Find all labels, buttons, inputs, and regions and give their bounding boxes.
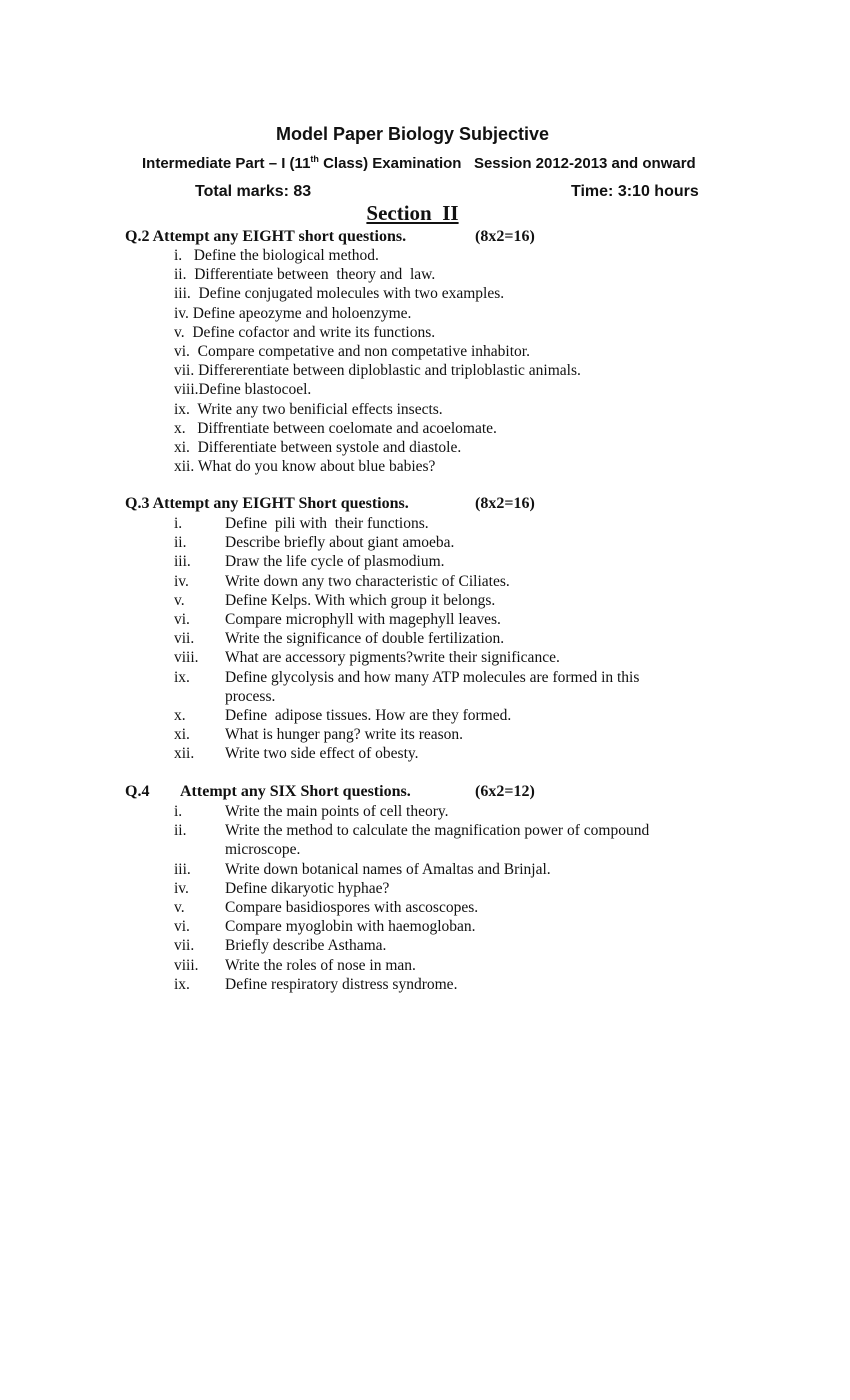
q3-item-text: What are accessory pigments?write their significance. xyxy=(225,649,560,667)
q2-heading: Q.2 Attempt any EIGHT short questions. xyxy=(125,228,407,245)
q3-item xyxy=(174,572,685,591)
q4-item xyxy=(174,956,685,975)
q3-item xyxy=(174,668,685,706)
q2-marks: (8x2=16) xyxy=(475,228,535,245)
q3-item-number: i. xyxy=(174,515,183,532)
q4-item-text: Define respiratory distress syndrome. xyxy=(225,975,458,993)
q4-item-number: viii. xyxy=(174,956,199,974)
q3-item xyxy=(174,629,685,648)
q4-item xyxy=(174,975,685,994)
q4-item xyxy=(174,936,685,955)
q4-item-text: Write down botanical names of Amaltas and Brinjal. xyxy=(225,860,551,878)
q3-item-text: Write two side effect of obesty. xyxy=(225,745,419,763)
q4-item xyxy=(174,821,685,859)
q3-item-number: iv. xyxy=(174,572,189,590)
section-title: Section II xyxy=(366,201,459,225)
q3-item-number: vii. xyxy=(174,630,195,648)
q4-item xyxy=(174,802,685,821)
q4-item-number: iv. xyxy=(174,879,189,897)
q3-item-text: Write the significance of double fertilization. xyxy=(225,630,505,648)
q4-item-number: i. xyxy=(174,803,183,820)
q4-item-number: vi. xyxy=(174,918,190,936)
q2-item-1: i. Define the biological method. xyxy=(174,247,379,264)
q3-item-number: xi. xyxy=(174,726,190,744)
q3-item-text: Define Kelps. With which group it belongs. xyxy=(225,591,496,609)
q4-item-text: Write the method to calculate the magnification power of compound microscope. xyxy=(225,822,650,859)
q3-item-number: ii. xyxy=(174,534,187,552)
q3-item-number: viii. xyxy=(174,649,199,667)
q2-item-8: viii.Define blastocoel. xyxy=(174,381,312,399)
q3-item-text: Define pili with their functions. xyxy=(225,515,429,532)
q2-item-3: iii. Define conjugated molecules with two examples. xyxy=(174,285,505,303)
exam-time: Time: 3:10 hours xyxy=(571,183,699,200)
q3-item xyxy=(174,552,685,571)
q3-item xyxy=(174,533,685,552)
total-marks: Total marks: 83 xyxy=(195,183,312,200)
q4-item-number: v. xyxy=(174,899,185,917)
q4-item-number: ix. xyxy=(174,975,190,993)
q4-item-text: Write the main points of cell theory. xyxy=(225,803,449,820)
q3-item xyxy=(174,648,685,667)
q2-item-9: ix. Write any two benificial effects insects. xyxy=(174,400,443,418)
q3-item-text: Write down any two characteristic of Ciliates. xyxy=(225,572,510,590)
q3-item-text: Draw the life cycle of plasmodium. xyxy=(225,553,445,571)
q4-item-text: Write the roles of nose in man. xyxy=(225,956,416,974)
subtitle-part-1: Intermediate Part – I (11 xyxy=(142,155,311,172)
q4-marks: (6x2=12) xyxy=(475,783,535,800)
q2-item-5: v. Define cofactor and write its functions. xyxy=(174,323,436,341)
q2-item-6: vi. Compare competative and non competative inhabitor. xyxy=(174,343,530,361)
q2-item-11: xi. Differentiate between systole and diastole. xyxy=(174,439,462,457)
q4-item xyxy=(174,898,685,917)
q3-item-number: ix. xyxy=(174,668,190,686)
q2-item-10: x. Diffrentiate between coelomate and acoelomate. xyxy=(174,419,497,437)
subtitle-part-2: Class) Examination Session 2012-2013 and onward xyxy=(318,155,696,172)
q2-item-4: iv. Define apeozyme and holoenzyme. xyxy=(174,304,412,322)
q4-item xyxy=(174,860,685,879)
subtitle-superscript: th xyxy=(310,154,319,164)
q3-item xyxy=(174,744,685,763)
q3-item-number: vi. xyxy=(174,611,190,629)
q4-item-text: Briefly describe Asthama. xyxy=(225,937,387,955)
q3-item xyxy=(174,725,685,744)
q3-item xyxy=(174,706,685,725)
q2-item-12: xii. What do you know about blue babies? xyxy=(174,458,436,476)
q4-item-number: vii. xyxy=(174,937,195,955)
q3-item-text: Compare microphyll with magephyll leaves. xyxy=(225,611,501,629)
q4-heading: Attempt any SIX Short questions. xyxy=(180,783,411,800)
q3-item-number: xii. xyxy=(174,745,195,763)
q4-item-number: ii. xyxy=(174,822,187,840)
q2-item-7: vii. Differerentiate between diploblastic and triploblastic animals. xyxy=(174,362,581,380)
q3-item-number: iii. xyxy=(174,553,191,571)
q4-item-text: Define dikaryotic hyphae? xyxy=(225,879,390,897)
q4-item-text: Compare basidiospores with ascoscopes. xyxy=(225,899,479,917)
q4-number: Q.4 xyxy=(125,783,150,800)
q3-item-text: What is hunger pang? write its reason. xyxy=(225,726,464,744)
q3-marks: (8x2=16) xyxy=(475,495,535,512)
q3-item-text: Describe briefly about giant amoeba. xyxy=(225,534,455,552)
q3-item-number: v. xyxy=(174,591,185,609)
q3-item xyxy=(174,610,685,629)
exam-subtitle xyxy=(142,155,696,172)
q3-heading: Q.3 Attempt any EIGHT Short questions. xyxy=(125,495,409,512)
q3-item-text: Define glycolysis and how many ATP molecules are formed in this process. xyxy=(225,668,640,705)
q4-question-list xyxy=(174,802,685,994)
q3-question-list xyxy=(174,514,685,764)
q3-item xyxy=(174,591,685,610)
q4-item xyxy=(174,917,685,936)
q3-item xyxy=(174,514,685,533)
q3-item-text: Define adipose tissues. How are they formed. xyxy=(225,707,512,725)
q4-item-text: Compare myoglobin with haemogloban. xyxy=(225,918,476,936)
q2-item-2: ii. Differentiate between theory and law. xyxy=(174,266,436,284)
q4-item-number: iii. xyxy=(174,860,191,878)
paper-title: Model Paper Biology Subjective xyxy=(275,124,550,144)
q4-item xyxy=(174,879,685,898)
q3-item-number: x. xyxy=(174,707,186,725)
q2-question-list xyxy=(174,246,581,476)
